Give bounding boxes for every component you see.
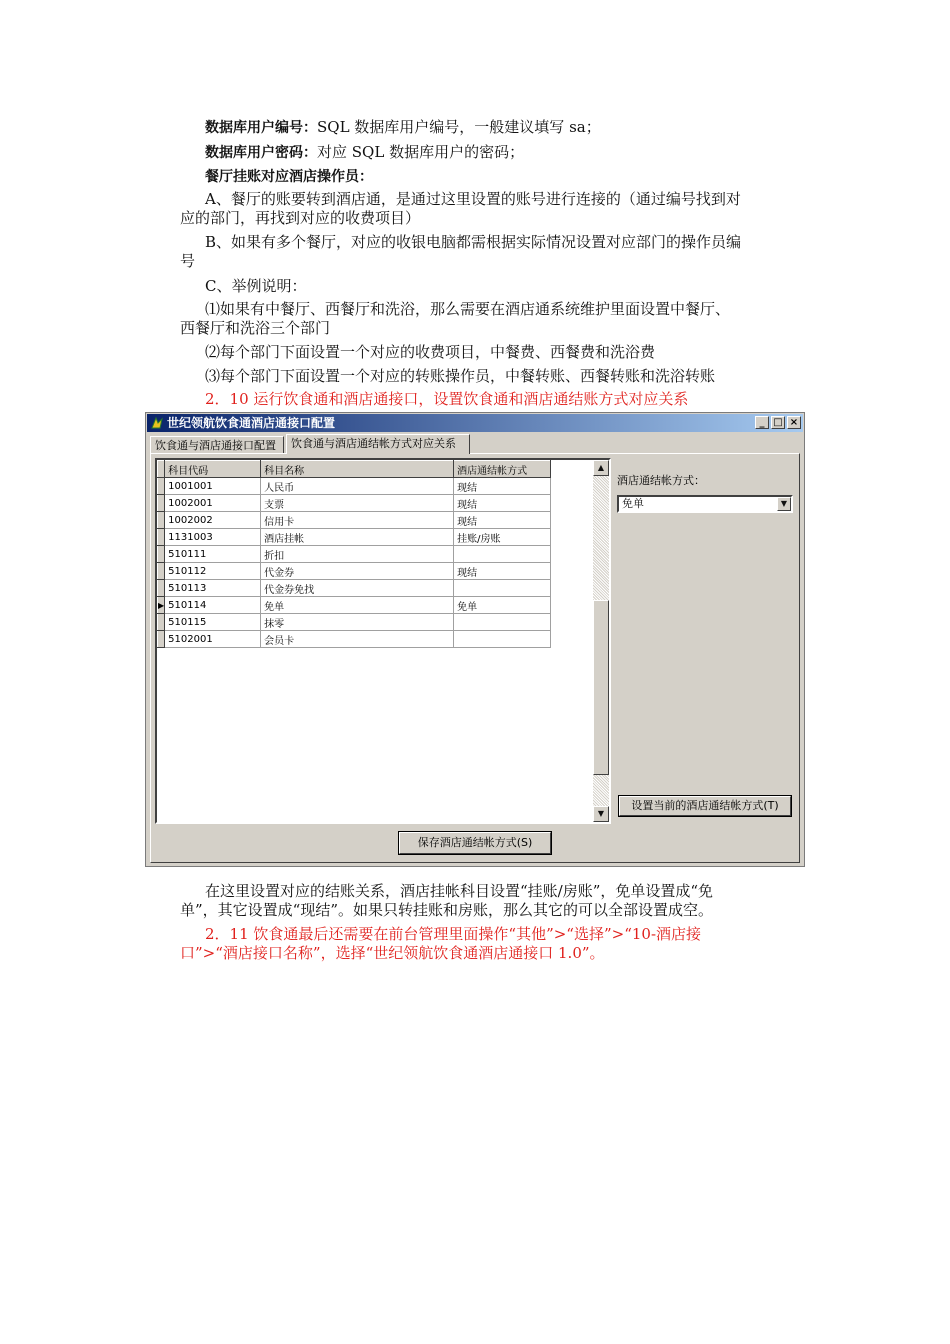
set-current-mode-button[interactable]: 设置当前的酒店通结帐方式(T) bbox=[619, 796, 791, 816]
cell-account-code[interactable]: 510114 bbox=[165, 597, 261, 614]
row-indicator[interactable] bbox=[158, 614, 165, 631]
app-icon bbox=[150, 416, 164, 430]
db-user-id-line bbox=[205, 118, 835, 138]
cell-settlement-mode[interactable] bbox=[454, 546, 551, 563]
table-row[interactable] bbox=[158, 529, 551, 546]
tab-panel bbox=[150, 453, 800, 863]
cell-account-name[interactable]: 免单 bbox=[261, 597, 454, 614]
close-button[interactable]: × bbox=[787, 416, 801, 429]
settlement-mode-select[interactable] bbox=[617, 495, 793, 513]
db-user-pwd-line bbox=[205, 143, 835, 163]
col-account-code[interactable]: 科目代码 bbox=[165, 461, 261, 478]
row-indicator[interactable] bbox=[158, 563, 165, 580]
grid-header-row bbox=[158, 461, 551, 478]
table-row[interactable] bbox=[158, 512, 551, 529]
cell-settlement-mode[interactable]: 挂账/房账 bbox=[454, 529, 551, 546]
mapping-table bbox=[157, 460, 551, 648]
example-1-line2: 西餐厅和洗浴三个部门 bbox=[180, 319, 331, 337]
chevron-down-icon[interactable]: ▼ bbox=[777, 497, 791, 511]
section-2-11-line1: 2．11 饮食通最后还需要在前台管理里面操作“其他”>“选择”>“10-酒店接 bbox=[205, 925, 702, 943]
scroll-up-icon[interactable]: ▲ bbox=[593, 460, 609, 476]
cell-account-name[interactable]: 信用卡 bbox=[261, 512, 454, 529]
cell-settlement-mode[interactable] bbox=[454, 631, 551, 648]
row-indicator[interactable] bbox=[158, 495, 165, 512]
cell-account-name[interactable]: 折扣 bbox=[261, 546, 454, 563]
row-indicator[interactable] bbox=[158, 512, 165, 529]
mapping-grid[interactable] bbox=[155, 458, 611, 824]
settlement-mode-value: 免单 bbox=[622, 497, 644, 510]
cell-account-name[interactable]: 抹零 bbox=[261, 614, 454, 631]
cell-account-code[interactable]: 1002002 bbox=[165, 512, 261, 529]
col-account-name[interactable]: 科目名称 bbox=[261, 461, 454, 478]
para-a-line2: 应的部门，再找到对应的收费项目） bbox=[180, 209, 421, 227]
minimize-button[interactable]: _ bbox=[755, 416, 769, 429]
cell-account-code[interactable]: 510113 bbox=[165, 580, 261, 597]
col-settlement-mode[interactable]: 酒店通结帐方式 bbox=[454, 461, 551, 478]
maximize-button[interactable]: □ bbox=[771, 416, 785, 429]
cell-settlement-mode[interactable] bbox=[454, 614, 551, 631]
para-a-line1: A、餐厅的账要转到酒店通，是通过这里设置的账号进行连接的（通过编号找到对 bbox=[205, 190, 741, 208]
table-row[interactable] bbox=[158, 495, 551, 512]
db-user-id-desc: SQL 数据库用户编号，一般建议填写 sa； bbox=[317, 118, 601, 136]
table-row[interactable] bbox=[158, 478, 551, 495]
row-indicator[interactable] bbox=[158, 631, 165, 648]
row-indicator[interactable] bbox=[158, 546, 165, 563]
cell-settlement-mode[interactable]: 现结 bbox=[454, 478, 551, 495]
cell-account-name[interactable]: 酒店挂帐 bbox=[261, 529, 454, 546]
table-row[interactable] bbox=[158, 597, 551, 614]
example-1-line1: ⑴如果有中餐厅、西餐厅和洗浴，那么需要在酒店通系统维护里面设置中餐厅、 bbox=[205, 300, 731, 318]
scroll-thumb[interactable] bbox=[593, 600, 609, 775]
config-window bbox=[145, 412, 805, 867]
example-3: ⑶每个部门下面设置一个对应的转账操作员，中餐转账、西餐转账和洗浴转账 bbox=[205, 367, 716, 385]
window-titlebar bbox=[147, 414, 803, 432]
cell-account-code[interactable]: 510111 bbox=[165, 546, 261, 563]
current-row-arrow-icon[interactable]: ▶ bbox=[158, 597, 165, 614]
table-row[interactable] bbox=[158, 631, 551, 648]
cell-account-name[interactable]: 代金券 bbox=[261, 563, 454, 580]
window-title: 世纪领航饮食通酒店通接口配置 bbox=[167, 416, 336, 430]
cell-account-code[interactable]: 1002001 bbox=[165, 495, 261, 512]
para-c: C、举例说明： bbox=[205, 277, 307, 295]
cell-settlement-mode[interactable]: 现结 bbox=[454, 563, 551, 580]
table-row[interactable] bbox=[158, 546, 551, 563]
db-user-id-label: 数据库用户编号： bbox=[205, 120, 317, 136]
row-indicator[interactable] bbox=[158, 529, 165, 546]
cell-account-name[interactable]: 人民币 bbox=[261, 478, 454, 495]
operator-heading bbox=[205, 167, 835, 187]
db-user-pwd-desc: 对应 SQL 数据库用户的密码； bbox=[317, 143, 525, 161]
operator-heading-text: 餐厅挂账对应酒店操作员： bbox=[205, 169, 373, 185]
scroll-down-icon[interactable]: ▼ bbox=[593, 806, 609, 822]
section-2-10-heading: 2．10 运行饮食通和酒店通接口，设置饮食通和酒店通结账方式对应关系 bbox=[205, 390, 689, 408]
settlement-mode-label: 酒店通结帐方式： bbox=[617, 474, 705, 487]
after-line2: 单”，其它设置成“现结”。如果只转挂账和房账，那么其它的可以全部设置成空。 bbox=[180, 901, 714, 919]
db-user-pwd-label: 数据库用户密码： bbox=[205, 145, 317, 161]
table-row[interactable] bbox=[158, 563, 551, 580]
cell-account-name[interactable]: 支票 bbox=[261, 495, 454, 512]
cell-settlement-mode[interactable] bbox=[454, 580, 551, 597]
cell-account-code[interactable]: 510115 bbox=[165, 614, 261, 631]
cell-account-code[interactable]: 510112 bbox=[165, 563, 261, 580]
cell-account-code[interactable]: 1131003 bbox=[165, 529, 261, 546]
after-line1: 在这里设置对应的结账关系，酒店挂帐科目设置“挂账/房账”，免单设置成“免 bbox=[205, 882, 714, 900]
cell-settlement-mode[interactable]: 现结 bbox=[454, 495, 551, 512]
para-b-line1: B、如果有多个餐厅，对应的收银电脑都需根据实际情况设置对应部门的操作员编 bbox=[205, 233, 742, 251]
cell-account-code[interactable]: 5102001 bbox=[165, 631, 261, 648]
table-row[interactable] bbox=[158, 580, 551, 597]
table-row[interactable] bbox=[158, 614, 551, 631]
tab-interface-config[interactable]: 饮食通与酒店通接口配置 bbox=[150, 436, 284, 454]
section-2-11-line2: 口”>“酒店接口名称”，选择“世纪领航饮食通酒店通接口 1.0”。 bbox=[180, 944, 605, 962]
cell-account-name[interactable]: 代金券免找 bbox=[261, 580, 454, 597]
para-b-line2: 号 bbox=[180, 252, 196, 270]
example-2: ⑵每个部门下面设置一个对应的收费项目，中餐费、西餐费和洗浴费 bbox=[205, 343, 656, 361]
cell-settlement-mode[interactable]: 现结 bbox=[454, 512, 551, 529]
tab-settlement-mapping[interactable]: 饮食通与酒店通结帐方式对应关系 bbox=[286, 434, 470, 454]
cell-settlement-mode[interactable]: 免单 bbox=[454, 597, 551, 614]
row-indicator[interactable] bbox=[158, 580, 165, 597]
save-settlement-mode-button[interactable]: 保存酒店通结帐方式(S) bbox=[399, 832, 551, 854]
cell-account-code[interactable]: 1001001 bbox=[165, 478, 261, 495]
row-indicator-header bbox=[158, 461, 165, 478]
cell-account-name[interactable]: 会员卡 bbox=[261, 631, 454, 648]
row-indicator[interactable] bbox=[158, 478, 165, 495]
grid-vertical-scrollbar[interactable] bbox=[593, 460, 609, 822]
